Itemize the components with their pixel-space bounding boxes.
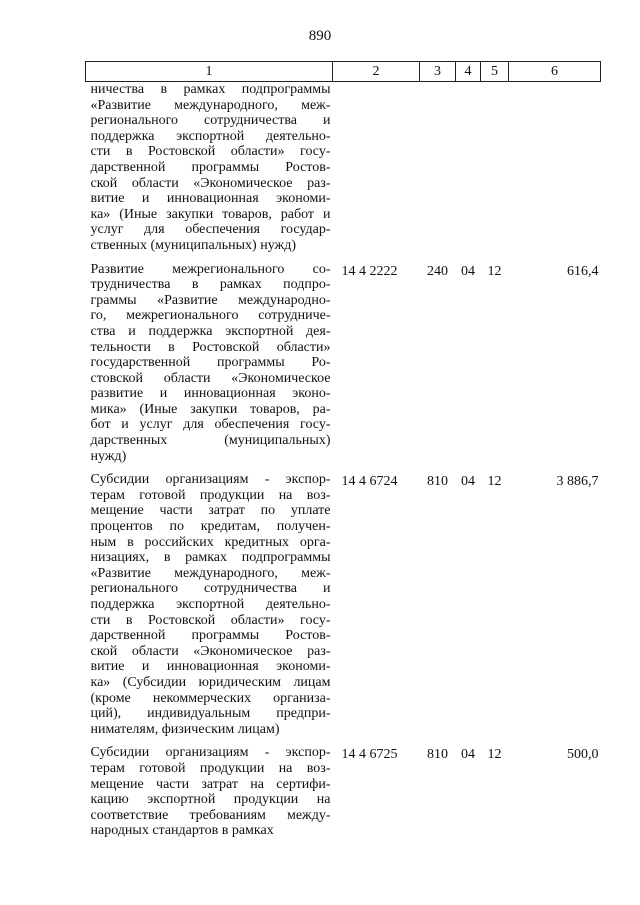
row-spacer [86, 464, 601, 472]
description-line: дарственной программы Ростов- [90, 159, 331, 175]
table-row [86, 262, 601, 465]
description-line: услуг для обеспечения государ- [90, 222, 331, 238]
spacer-cell [456, 464, 481, 472]
spacer-cell [420, 737, 456, 745]
description-line: ской области «Экономическое раз- [90, 175, 331, 191]
cell-rz [456, 82, 481, 254]
cell-csr: 14 4 6725 [341, 747, 398, 763]
budget-table [85, 61, 601, 839]
spacer-cell [456, 254, 481, 262]
page-number: 890 [308, 28, 332, 44]
cell-csr: 14 4 2222 [341, 263, 398, 279]
description-line: го, межрегионального сотрудниче- [90, 308, 331, 324]
header-col-1: 1 [86, 62, 333, 82]
header-col-5: 5 [481, 62, 509, 82]
cell-pr: 12 [487, 474, 502, 490]
cell-vr: 810 [427, 474, 448, 490]
cell-rz: 04 [461, 747, 475, 763]
description-line: сти в Ростовской области» госу- [90, 144, 331, 160]
description-line: Субсидии организациям - экспор- [90, 472, 331, 488]
spacer-cell [333, 254, 420, 262]
description-line: терам готовой продукции на воз- [90, 487, 331, 503]
cell-pr: 12 [487, 263, 502, 279]
description-line: дарственных (муниципальных) [90, 433, 331, 449]
spacer-cell [420, 464, 456, 472]
spacer-cell [420, 254, 456, 262]
description-line: бот и услуг для обеспечения госу- [90, 417, 331, 433]
row-spacer [86, 737, 601, 745]
cell-description [86, 472, 333, 737]
cell-rz: 04 [461, 263, 475, 279]
cell-vr [420, 82, 456, 254]
description-line: (кроме некоммерческих организа- [90, 690, 331, 706]
spacer-cell [481, 737, 509, 745]
description-line: мещение части затрат на сертифи- [90, 776, 331, 792]
description-line: ций), индивидуальным предпри- [90, 706, 331, 722]
spacer-cell [86, 464, 333, 472]
spacer-cell [509, 737, 601, 745]
description-line: терам готовой продукции на воз- [90, 760, 331, 776]
description-line: витие и инновационная экономи- [90, 191, 331, 207]
description-line: витие и инновационная экономи- [90, 659, 331, 675]
cell-description [86, 262, 333, 465]
cell-amount: 500,0 [567, 747, 599, 763]
description-line: Субсидии организациям - экспор- [90, 745, 331, 761]
description-line: регионального сотрудничества и [90, 581, 331, 597]
description-line: ка» (Субсидии юридическим лицам [90, 674, 331, 690]
description-line: процентов по кредитам, получен- [90, 519, 331, 535]
table-row [86, 472, 601, 737]
spacer-cell [86, 737, 333, 745]
table-body [86, 82, 601, 839]
description-line: нимателям, физическим лицам) [90, 721, 280, 737]
description-line: мещение части затрат по уплате [90, 503, 331, 519]
cell-amount: 3 886,7 [556, 474, 599, 490]
spacer-cell [456, 737, 481, 745]
description-line: ской области «Экономическое раз- [90, 643, 331, 659]
description-line: поддержка экспортной деятельно- [90, 128, 331, 144]
spacer-cell [481, 254, 509, 262]
description-line: народных стандартов в рамках [90, 823, 274, 839]
cell-csr [333, 82, 420, 254]
table-row [86, 745, 601, 839]
cell-pr [481, 82, 509, 254]
row-spacer [86, 254, 601, 262]
description-line: «Развитие международного, меж- [90, 97, 331, 113]
spacer-cell [86, 254, 333, 262]
description-line: нужд) [90, 448, 127, 464]
cell-vr: 240 [427, 263, 448, 279]
description-line: соответствие требованиям между- [90, 807, 331, 823]
description-line: граммы «Развитие международно- [90, 292, 331, 308]
description-line: ка» (Иные закупки товаров, работ и [90, 206, 331, 222]
cell-description [86, 82, 333, 254]
cell-csr: 14 4 6724 [341, 474, 398, 490]
cell-amount [509, 82, 601, 254]
description-line: мика» (Иные закупки товаров, ра- [90, 401, 331, 417]
description-line: низациях, в рамках подпрограммы [90, 550, 331, 566]
header-col-3: 3 [420, 62, 456, 82]
description-line: поддержка экспортной деятельно- [90, 597, 331, 612]
cell-rz: 04 [461, 474, 475, 490]
description-line: дарственной программы Ростов- [90, 628, 331, 644]
description-line: сти в Ростовской области» госу- [90, 612, 331, 628]
description-line: государственной программы Ро- [90, 355, 331, 371]
spacer-cell [333, 464, 420, 472]
description-line: Развитие межрегионального со- [90, 261, 331, 277]
description-line: ства и поддержка экспортной дея- [90, 323, 331, 339]
description-line: тельности в Ростовской области» [90, 339, 331, 355]
description-line: трудничества в рамках подпро- [90, 277, 331, 293]
description-line: регионального сотрудничества и [90, 113, 331, 129]
header-row [86, 62, 601, 82]
description-line: ничества в рамках подпрограммы [90, 82, 331, 97]
description-line: кацию экспортной продукции на [90, 792, 331, 808]
header-col-2: 2 [333, 62, 420, 82]
table-row [86, 82, 601, 254]
description-line: стовской области «Экономическое [90, 370, 331, 386]
description-line: развитие и инновационная эконо- [90, 386, 331, 402]
description-line: «Развитие международного, меж- [90, 565, 331, 581]
spacer-cell [481, 464, 509, 472]
cell-vr: 810 [427, 747, 448, 763]
header-col-6: 6 [509, 62, 601, 82]
cell-pr: 12 [487, 747, 502, 763]
spacer-cell [509, 254, 601, 262]
spacer-cell [509, 464, 601, 472]
description-line: ным в российских кредитных орга- [90, 534, 331, 550]
spacer-cell [333, 737, 420, 745]
cell-amount: 616,4 [567, 263, 599, 279]
description-line: ственных (муниципальных) нужд) [90, 237, 296, 253]
cell-description [86, 745, 333, 839]
header-col-4: 4 [456, 62, 481, 82]
